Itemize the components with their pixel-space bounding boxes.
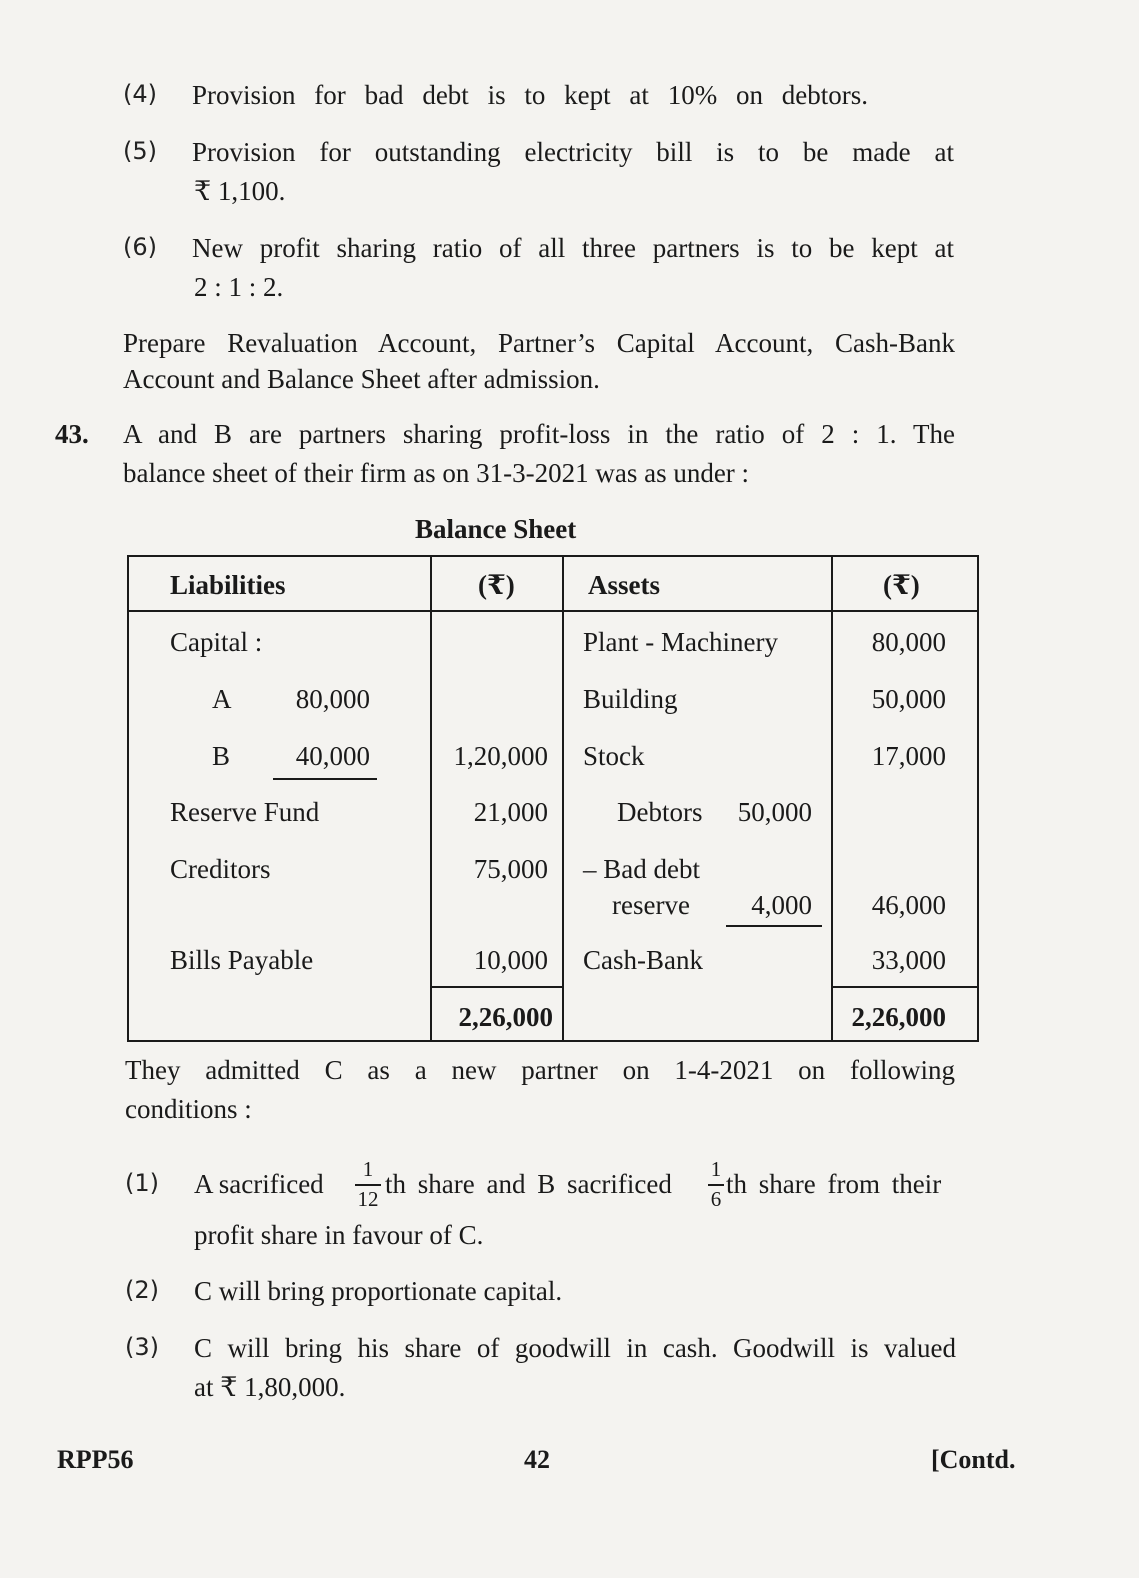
new-condition-2-text: C will bring proportionate capital. [194, 1276, 563, 1306]
creditors-value: 75,000 [473, 854, 548, 884]
fraction-1-bar [355, 1184, 381, 1186]
new-condition-3-text-line1: C will bring his share of goodwill in cash. Goodwill is valued [194, 1333, 956, 1363]
bad-debt-reserve-label: reserve [612, 890, 690, 920]
bills-payable-label: Bills Payable [170, 945, 314, 975]
condition-5-text-line2: ₹ 1,100. [194, 176, 286, 206]
question-text-line1: A and B are partners sharing profit-loss in the ratio of 2 : 1. The [123, 419, 955, 449]
creditors-label: Creditors [170, 854, 271, 884]
fraction-1-numerator: 1 [362, 1157, 374, 1181]
balance-sheet-title: Balance Sheet [415, 514, 577, 544]
bad-debt-reserve-value: 4,000 [751, 890, 812, 920]
admission-text-line2: conditions : [125, 1094, 252, 1124]
fraction-1-denominator: 12 [357, 1187, 379, 1211]
cash-bank-value: 33,000 [871, 945, 946, 975]
partner-a-capital: 80,000 [295, 684, 370, 714]
condition-4-text: Provision for bad debt is to kept at 10% on debtors. [192, 80, 868, 110]
question-text-line2: balance sheet of their firm as on 31-3-2021 was as under : [123, 458, 750, 488]
prepare-instruction-line1: Prepare Revaluation Account, Partner’s Capital Account, Cash-Bank [123, 328, 955, 358]
new-condition-3-number: (3) [125, 1333, 159, 1361]
paper-code: RPP56 [57, 1445, 134, 1474]
condition-5-number: (5) [123, 137, 157, 165]
new-condition-1-line2: profit share in favour of C. [194, 1220, 484, 1250]
plant-machinery-value: 80,000 [871, 627, 946, 657]
bills-payable-value: 10,000 [473, 945, 548, 975]
header-amount-2: (₹) [883, 570, 920, 600]
header-liabilities: Liabilities [170, 570, 286, 600]
debtors-net-value: 46,000 [871, 890, 946, 920]
partner-a-label: A [212, 684, 232, 714]
partner-b-label: B [212, 741, 231, 771]
bad-debt-label: – Bad debt [583, 854, 700, 884]
cash-bank-label: Cash-Bank [583, 945, 703, 975]
debtors-value: 50,000 [737, 797, 812, 827]
header-assets: Assets [588, 570, 660, 600]
stock-label: Stock [583, 741, 645, 771]
fraction-2-denominator: 6 [710, 1187, 722, 1211]
condition-6-text-line2: 2 : 1 : 2. [194, 272, 284, 302]
capital-label: Capital : [170, 627, 263, 657]
header-divider [127, 610, 979, 612]
new-condition-2-number: (2) [125, 1276, 159, 1304]
bad-debt-underline [726, 925, 822, 927]
header-amount-1: (₹) [478, 570, 515, 600]
liabilities-total: 2,26,000 [458, 1002, 553, 1032]
capital-total: 1,20,000 [453, 741, 548, 771]
building-label: Building [583, 684, 678, 714]
page-number: 42 [524, 1445, 550, 1474]
total-line-assets [831, 986, 979, 988]
partner-b-capital: 40,000 [295, 741, 370, 771]
new-condition-1-number: (1) [125, 1169, 159, 1197]
prepare-instruction-line2: Account and Balance Sheet after admission. [123, 364, 600, 394]
new-condition-1-post: th share from their [726, 1169, 942, 1199]
fraction-2-bar [708, 1184, 724, 1186]
continued-label: [Contd. [931, 1445, 1016, 1474]
assets-total: 2,26,000 [851, 1002, 946, 1032]
admission-text-line1: They admitted C as a new partner on 1-4-2021 on following [125, 1055, 955, 1085]
condition-6-text-line1: New profit sharing ratio of all three partners is to be kept at [192, 233, 954, 263]
condition-6-number: (6) [123, 233, 157, 261]
condition-5-text-line1: Provision for outstanding electricity bill is to be made at [192, 137, 954, 167]
plant-machinery-label: Plant - Machinery [583, 627, 778, 657]
new-condition-3-text-line2: at ₹ 1,80,000. [194, 1372, 346, 1402]
column-divider-2 [562, 555, 564, 1042]
new-condition-1-pre: A sacrificed [194, 1169, 324, 1199]
fraction-2-numerator: 1 [710, 1157, 722, 1181]
total-line-liabilities [430, 986, 564, 988]
building-value: 50,000 [871, 684, 946, 714]
reserve-fund-value: 21,000 [473, 797, 548, 827]
debtors-label: Debtors [617, 797, 703, 827]
stock-value: 17,000 [871, 741, 946, 771]
new-condition-1-mid: th share and B sacrificed [385, 1169, 672, 1199]
reserve-fund-label: Reserve Fund [170, 797, 320, 827]
question-number: 43. [55, 419, 89, 449]
capital-underline [273, 778, 377, 780]
condition-4-number: (4) [123, 80, 157, 108]
